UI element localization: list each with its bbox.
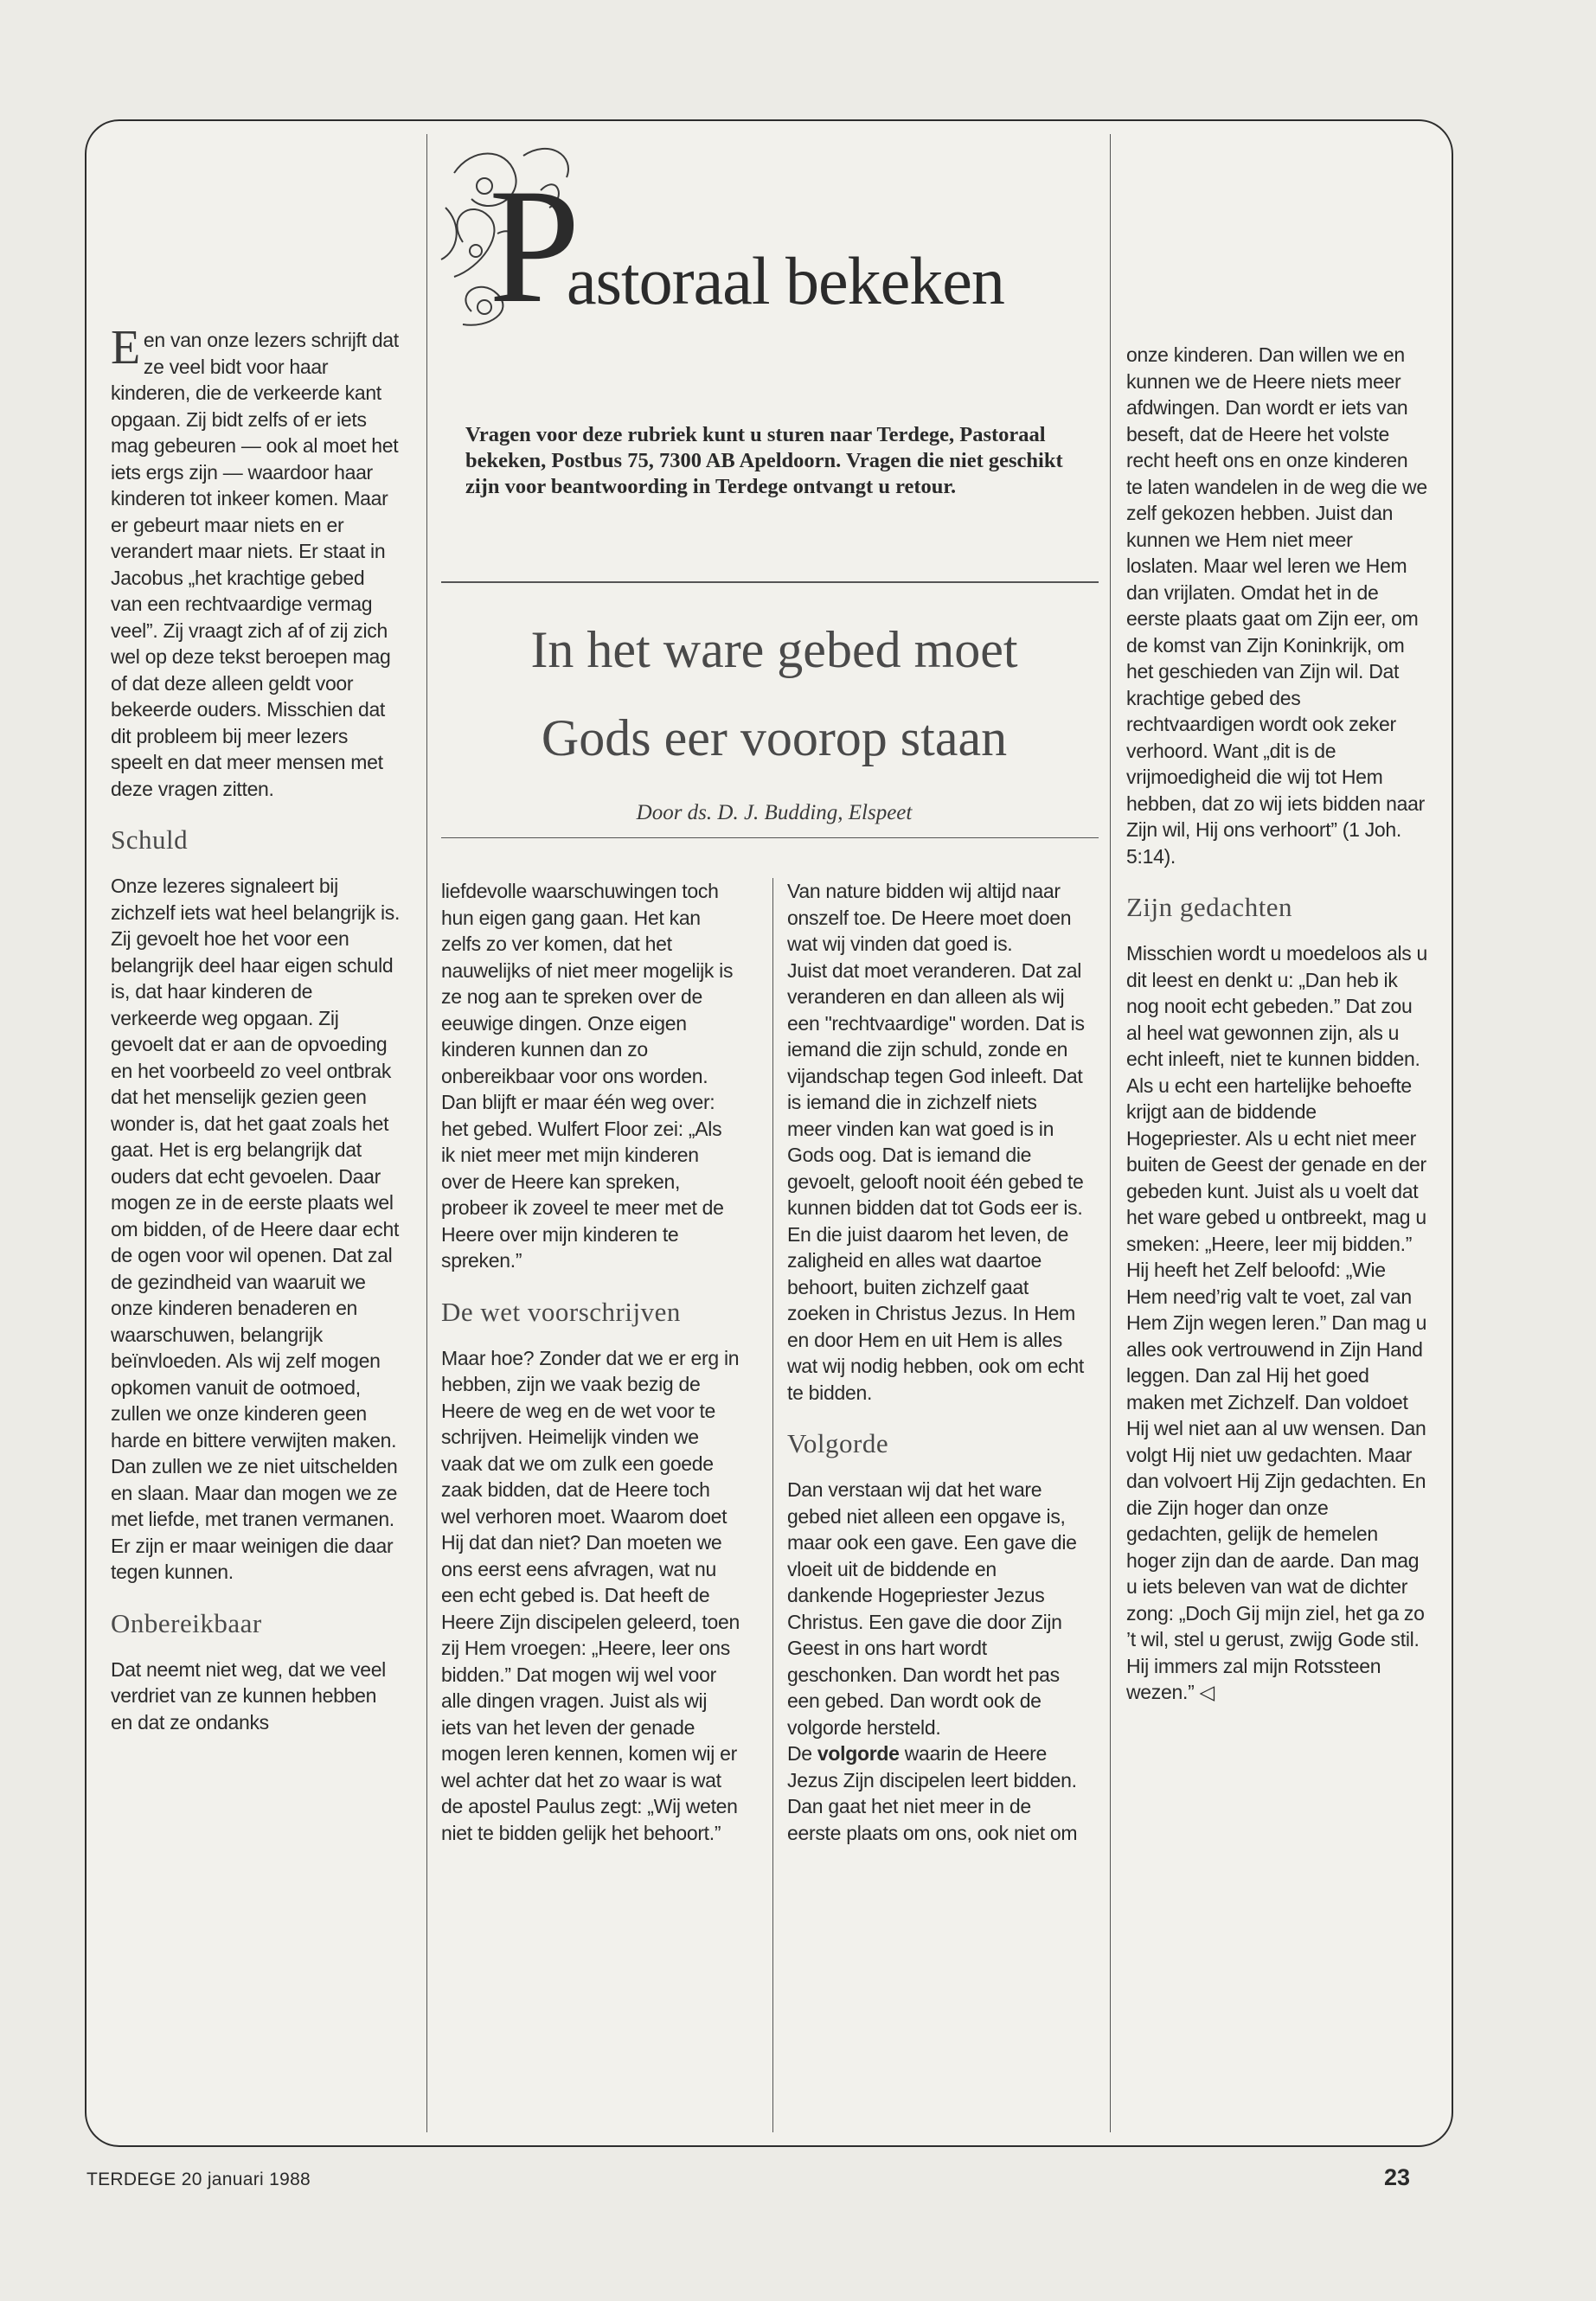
paragraph-wet: Maar hoe? Zonder dat we er erg in hebben, zijn we vaak bezig de Heere de weg en de wet voor te schrijven. Heimelijk vinden we vaak dat we om zulk een goede zaak bidden, dat de Heere toch wel verhoren moet. Waarom doet Hij dat dan niet? Dan moeten we ons eerst eens afvragen, wat nu een echt gebed is. Dat heeft de Heere Zijn discipelen geleerd, toen zij Hem vroegen: „Heere, leer ons bidden.” Dat mogen wij wel voor alle dingen vragen. Juist als wij iets van het leven der genade mogen leren kennen, komen wij er wel achter dat het zo waar is wat de apostel Paulus zegt: „Wij weten niet te bidden gelijk het behoort.” <box>441 1346 740 1844</box>
byline: Door ds. D. J. Budding, Elspeet <box>636 801 913 824</box>
paragraph-col2: liefdevolle waarschuwingen toch hun eigen gang gaan. Het kan zelfs zo ver komen, dat het nauwelijks of niet meer mogelijk is ze nog aan te spreken over de eeuwige dingen. Onze eigen kinderen kunnen dan zo onbereikbaar voor ons worden. Dan blijft er maar één weg over: het gebed. Wulfert Floor zei: „Als ik niet meer met mijn kinderen over de Heere kan spreken, probeer ik zoveel te meer met de Heere over mijn kinderen te spreken.” <box>441 880 734 1272</box>
paragraph-col4: onze kinderen. Dan willen we en kunnen we de Heere niets meer afdwingen. Dan wordt er iets van beseft, dat de Heere het volste recht heeft ons en onze kinderen te laten wandelen in de weg die we zelf gekozen hebben. Juist dan kunnen we Hem niet meer loslaten. Maar wel leren we Hem dan vrijlaten. Omdat het in de eerste plaats gaat om Zijn eer, om de komst van Zijn Koninkrijk, om het geschieden van Zijn wil. Dat krachtige gebed des rechtvaardigen wordt ook zeker verhoord. Want „dit is de vrijmoedigheid die wij tot Hem hebben, dat zo wij iets bidden naar Zijn wil, Hij ons verhoort” (1 Joh. 5:14). <box>1126 343 1427 868</box>
heading-zijn-gedachten: Zijn gedachten <box>1126 892 1293 922</box>
heading-wet-voorschrijven: De wet voorschrijven <box>441 1296 681 1327</box>
emphasis-volgorde: volgorde <box>817 1742 900 1765</box>
intro-paragraph: Een van onze lezers schrijft dat ze veel bidt voor haar kinderen, die de verkeerde kant opgaan. Zij bidt zelfs of er iets mag gebeuren — ook al moet het iets ergs zijn — waardoor haar kinderen tot inkeer komen. Maar er gebeurt maar niets en er verandert maar niets. Er staat in Jacobus „het krachtige gebed van een rechtvaardige vermag veel”. Zij vraagt zich af of zij zich wel op deze tekst beroepen mag of dat deze alleen geldt voor bekeerde ouders. Misschien dat dit probleem bij meer lezers speelt en dat meer mensen met deze vragen zitten. <box>111 321 399 800</box>
rubric-title <box>437 138 1103 337</box>
page-number: 23 <box>1384 2164 1411 2190</box>
paragraph-gedachten: Misschien wordt u moedeloos als u dit leest en denkt u: „Dan heb ik nog nooit echt gebeden.” Dat zou al heel wat gewonnen zijn, als u echt inleeft, niet te kunnen bidden. Als u echt een hartelijke behoefte krijgt aan de biddende Hogepriester. Als u echt niet meer buiten de Geest der genade en der gebeden kunt. Juist als u voelt dat het ware gebed u ontbreekt, mag u smeken: „Heere, leer mij bidden.” Hij heeft het Zelf beloofd: „Wie Hem need’rig valt te voet, zal van Hem Zijn wegen leren.” Dan mag u alles ook vertrouwend in Zijn Hand leggen. Dan zal Hij het goed maken met Zichzelf. Dan voldoet Hij wel niet aan al uw wensen. Dan volgt Hij niet uw gedachten. Maar dan volvoert Hij Zijn gedachten. En die Zijn hoger dan onze gedachten, gelijk de hemelen hoger zijn dan de aarde. Dan mag u iets beleven van wat de dichter zong: „Doch Gij mijn ziel, het ga zo ’t wil, stel u gerust, zwijg Gode stil. Hij immers zal mijn Rotssteen wezen.” ◁ <box>1126 942 1428 1703</box>
rubric-drop-letter: P <box>489 156 580 337</box>
column-1 <box>111 321 401 1735</box>
initial-letter: E <box>111 321 140 375</box>
column-rule-3 <box>1110 134 1111 2132</box>
heading-schuld: Schuld <box>111 824 189 855</box>
headline-line-1: In het ware gebed moet <box>530 621 1018 678</box>
footer-issue: TERDEGE 20 januari 1988 <box>87 2170 311 2189</box>
column-3 <box>787 878 1086 1846</box>
paragraph-col3-b: Juist dat moet veranderen. Dat zal veranderen en dan alleen als wij een "rechtvaardige" worden. Dat is iemand die zijn schuld, zonde en vijandschap tegen God inleeft. Dat is iemand die in zichzelf niets meer vinden kan wat goed is in Gods oog. Dat is iemand die gevoelt, gelooft nooit één gebed te kunnen bidden dat tot Gods eer is. En die juist daarom het leven, de zaligheid en alles wat daartoe behoort, buiten zichzelf gaat zoeken in Christus Jezus. In Hem en door Hem en uit Hem is alles wat wij nodig hebben, ook om echt te bidden. <box>787 958 1085 1404</box>
divider-bottom <box>441 837 1099 838</box>
paragraph-schuld: Onze lezeres signaleert bij zichzelf iets wat heel belangrijk is. Zij gevoelt hoe het voor een belangrijk deel haar eigen schuld is, dat haar kinderen de verkeerde weg opgaan. Zij gevoelt dat er aan de opvoeding en het voorbeeld zo veel ontbrak dat het menselijk gezien geen wonder is, dat het gaat zoals het gaat. Het is erg belangrijk dat ouders dat echt gevoelen. Daar mogen ze in de eerste plaats wel om bidden, of de Heere daar echt de ogen voor wil openen. Dat zal de gezindheid van waaruit we onze kinderen benaderen en waarschuwen, belangrijk beïnvloeden. Als wij zelf mogen opkomen vanuit de ootmoed, zullen we onze kinderen geen harde en bittere verwijten maken. Dan zullen we ze niet uitschelden en slaan. Maar dan mogen we ze met liefde, met tranen vermanen. Er zijn er maar weinigen die daar tegen kunnen. <box>111 875 401 1583</box>
divider-top <box>441 581 1099 583</box>
headline-line-2: Gods eer voorop staan <box>541 709 1008 766</box>
column-4 <box>1126 342 1429 1706</box>
heading-onbereikbaar: Onbereikbaar <box>111 1607 262 1638</box>
paragraph-volgorde-b: De volgorde waarin de Heere Jezus Zijn discipelen leert bidden. Dan gaat het niet meer in de eerste plaats om ons, ook niet om <box>787 1742 1078 1844</box>
heading-volgorde: Volgorde <box>787 1428 889 1458</box>
paragraph-volgorde-a: Dan verstaan wij dat het ware gebed niet alleen een opgave is, maar ook een gave. Een gave die vloeit uit de biddende en dankende Hogepriester Jezus Christus. Een gave die door Zijn Geest in ons hart wordt geschonken. Dan wordt het pas een gebed. Dan wordt ook de volgorde hersteld. <box>787 1478 1077 1739</box>
submission-info: Vragen voor deze rubriek kunt u sturen naar Terdege, Pastoraal bekeken, Postbus 75, 7300 AB Apeldoorn. Vragen die niet geschikt zijn voor beantwoording in Terdege ontvangt u retour. <box>465 423 1063 498</box>
paragraph-col3-a: Van nature bidden wij altijd naar onszelf toe. De Heere moet doen wat wij vinden dat goed is. <box>787 880 1072 955</box>
column-rule-2 <box>772 878 773 2132</box>
paragraph-onbereikbaar: Dat neemt niet weg, dat we veel verdriet van ze kunnen hebben en dat ze ondanks <box>111 1657 386 1734</box>
column-rule-1 <box>426 134 427 2132</box>
article-headline <box>450 606 1099 782</box>
rubric-title-text: astoraal bekeken <box>567 243 1004 318</box>
column-2 <box>441 878 740 1846</box>
